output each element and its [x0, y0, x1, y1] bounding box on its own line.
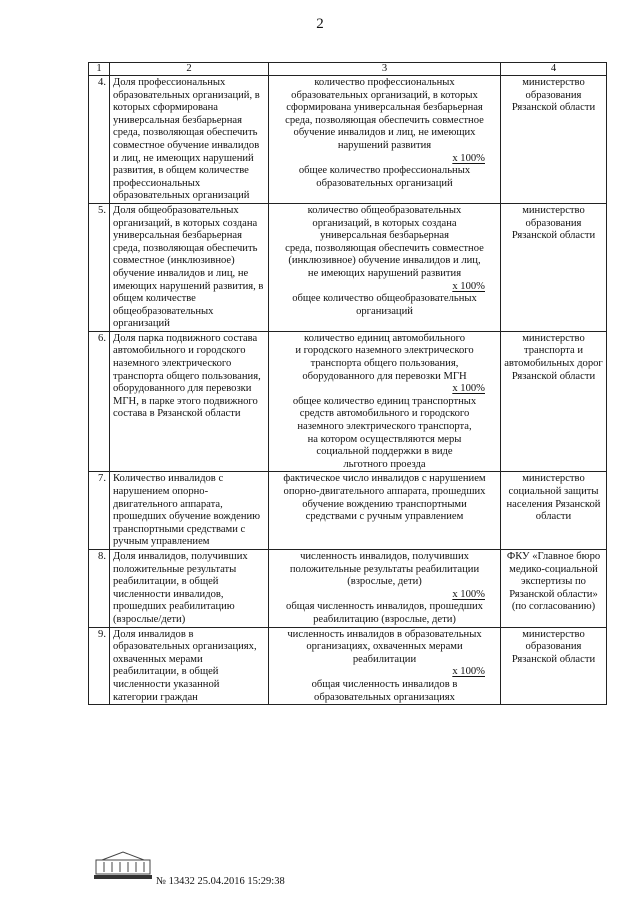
responsible-body: министерство образования Рязанской области — [501, 203, 607, 331]
row-number: 9. — [89, 627, 110, 705]
indicator-name: Доля профессиональных образовательных организаций, в которых сформирована универсальная безбарьерная среда, позволяющая обеспечить совместное обучение инвалидов и лиц, не имеющих нарушений развития, в общем количестве профессиональных образовательных организаций — [110, 76, 269, 204]
header-cell-1: 1 — [89, 63, 110, 76]
formula-numerator-line: численность инвалидов в образовательных — [287, 628, 482, 640]
formula-numerator-line: оборудованного для перевозки МГН — [302, 370, 467, 382]
formula-denominator-line: на котором осуществляются меры — [307, 433, 462, 445]
row-number: 8. — [89, 549, 110, 627]
fraction-line — [272, 589, 497, 602]
calculation-formula — [269, 472, 501, 550]
formula-numerator-line: среда, позволяющая обеспечить совместное — [285, 242, 484, 254]
formula-denominator-line: реабилитацию (взрослые, дети) — [313, 613, 456, 625]
responsible-body: министерство образования Рязанской области — [501, 76, 607, 204]
formula-numerator-line: опорно-двигательного аппарата, прошедших — [283, 486, 486, 497]
indicator-name: Количество инвалидов с нарушением опорно-двигательного аппарата, прошедших обучение вождению транспортными средствами с ручным управлением — [110, 472, 269, 550]
indicator-name: Доля парка подвижного состава автомобильного и городского наземного электрического транспорта общего пользования, оборудованного для перевозки МГН, в парке этого подвижного состава в Рязанской области — [110, 331, 269, 472]
table-row — [89, 549, 607, 627]
calculation-formula — [269, 627, 501, 705]
header-cell-2: 2 — [110, 63, 269, 76]
formula-numerator-line: организаций, в которых создана — [312, 217, 457, 229]
multiplier: x 100% — [452, 280, 485, 292]
indicator-name: Доля инвалидов, получивших положительные результаты реабилитации, в общей численности инвалидов, прошедших реабилитацию (взрослые/дети) — [110, 549, 269, 627]
formula-numerator-line: положительные результаты реабилитации — [289, 563, 480, 575]
indicator-name: Доля инвалидов в образовательных организациях, охваченных мерами реабилитации, в общей численности указанной категории граждан — [110, 627, 269, 705]
formula-numerator-line: транспорта общего пользования, — [310, 358, 459, 370]
formula-denominator-line: организаций — [356, 305, 413, 317]
fraction-line — [272, 383, 497, 396]
formula-numerator-line: среда, позволяющая обеспечить совместное — [285, 114, 484, 126]
formula-denominator-line: общее количество единиц транспортных — [292, 395, 477, 407]
row-number: 4. — [89, 76, 110, 204]
responsible-body: министерство транспорта и автомобильных дорог Рязанской области — [501, 331, 607, 472]
formula-denominator-line: социальной поддержки в виде — [316, 446, 453, 458]
multiplier: x 100% — [452, 152, 485, 164]
formula-numerator-line: и городского наземного электрического — [295, 345, 474, 357]
multiplier: x 100% — [452, 383, 485, 395]
table-row — [89, 627, 607, 705]
calculation-formula — [269, 331, 501, 472]
formula-numerator-line: количество единиц автомобильного — [303, 332, 466, 344]
formula-denominator-line: образовательных организациях — [314, 691, 455, 703]
row-number: 7. — [89, 472, 110, 550]
header-cell-4: 4 — [501, 63, 607, 76]
multiplier: x 100% — [452, 588, 485, 600]
responsible-body: ФКУ «Главное бюро медико-социальной экспертизы по Рязанской области» (по согласованию) — [501, 549, 607, 627]
row-number: 6. — [89, 331, 110, 472]
indicators-table — [88, 62, 607, 705]
formula-denominator-line: образовательных организаций — [316, 177, 453, 189]
fraction-line — [272, 666, 497, 679]
indicator-name: Доля общеобразовательных организаций, в которых создана универсальная безбарьерная среда, позволяющая обеспечить совместное (инклюзивное) обучение инвалидов и лиц, не имеющих нарушений развития, в общем количестве общеобразовательных организаций — [110, 203, 269, 331]
formula-denominator-line: общее количество общеобразовательных — [292, 293, 477, 305]
formula-denominator-line: общая численность инвалидов в — [311, 678, 458, 690]
formula-numerator-line: сформирована универсальная безбарьерная — [286, 102, 483, 114]
formula-numerator-line: обучение инвалидов и лиц, не имеющих — [293, 127, 476, 139]
formula-numerator-line: средствами с ручным управлением — [305, 511, 464, 523]
formula-numerator-line: не имеющих нарушений развития — [307, 267, 462, 279]
formula-numerator-line: универсальная безбарьерная — [320, 230, 449, 242]
row-number: 5. — [89, 203, 110, 331]
formula-numerator-line: фактическое число инвалидов с нарушением — [283, 473, 486, 485]
calculation-formula — [269, 549, 501, 627]
registration-stamp-icon — [92, 850, 154, 880]
registration-footer: № 13432 25.04.2016 15:29:38 — [156, 876, 285, 887]
formula-denominator-line: общее количество профессиональных — [298, 165, 471, 177]
table-header-row — [89, 63, 607, 76]
formula-numerator-line: (инклюзивное) обучение инвалидов и лиц, — [288, 255, 481, 267]
formula-numerator-line: численность инвалидов, получивших — [300, 550, 469, 562]
calculation-formula — [269, 76, 501, 204]
header-cell-3: 3 — [269, 63, 501, 76]
formula-numerator-line: (взрослые, дети) — [347, 576, 422, 588]
formula-numerator-line: количество профессиональных — [314, 77, 455, 88]
table-row — [89, 203, 607, 331]
table-row — [89, 331, 607, 472]
responsible-body: министерство образования Рязанской области — [501, 627, 607, 705]
fraction-line — [272, 281, 497, 294]
formula-numerator-line: обучение вождению транспортными — [302, 498, 467, 510]
formula-numerator-line: нарушений развития — [337, 139, 432, 151]
responsible-body: министерство социальной защиты населения Рязанской области — [501, 472, 607, 550]
formula-denominator-line: льготного проезда — [343, 458, 426, 470]
fraction-line — [272, 153, 497, 166]
table-row — [89, 472, 607, 550]
formula-numerator-line: реабилитации — [352, 653, 417, 665]
formula-denominator-line: наземного электрического транспорта, — [297, 421, 472, 433]
formula-denominator-line: средств автомобильного и городского — [299, 408, 470, 420]
table-row — [89, 76, 607, 204]
formula-numerator-line: организациях, охваченных мерами — [306, 641, 463, 653]
page-number: 2 — [316, 16, 324, 32]
calculation-formula — [269, 203, 501, 331]
formula-denominator-line: общая численность инвалидов, прошедших — [286, 601, 483, 613]
formula-numerator-line: образовательных организаций, в которых — [291, 89, 478, 101]
multiplier: x 100% — [452, 666, 485, 678]
formula-numerator-line: количество общеобразовательных — [307, 204, 462, 216]
